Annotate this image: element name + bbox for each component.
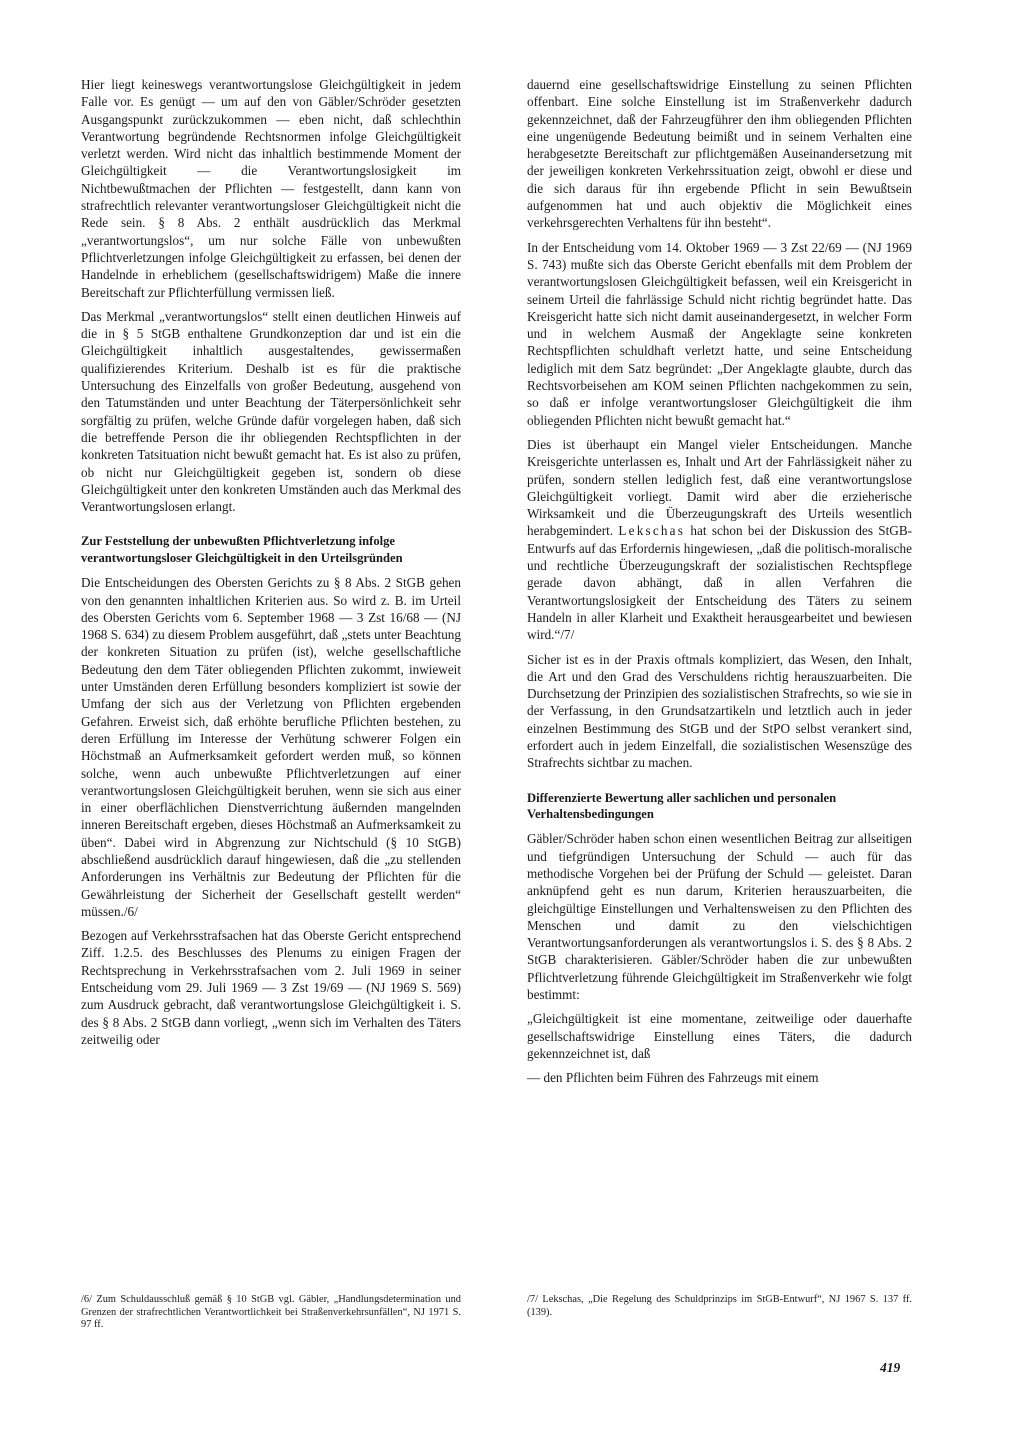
paragraph: Bezogen auf Verkehrsstrafsachen hat das Oberste Gericht entsprechend Ziff. 1.2.5. des Beschlusses des Plenums zu einigen Fragen der Rechtsprechung in Verkehrsstrafsachen vom 2. Juli 1969 in seiner Entscheidung vom 29. Juli 1969 — 3 Zst 19/69 — (NJ 1969 S. 569) zum Ausdruck gebracht, daß verantwortungslose Gleichgültigkeit i. S. des § 8 Abs. 2 StGB dann vorliegt, „wenn sich im Verhalten des Täters zeitweilig oder: [81, 928, 461, 1047]
footnote-6: /6/ Zum Schuldausschluß gemäß § 10 StGB vgl. Gäbler, „Handlungsdetermination und Grenzen der strafrechtlichen Verantwortlichkeit bei Straßenverkehrsunfällen“, NJ 1971 S. 97 ff.: [81, 1294, 461, 1331]
paragraph: — den Pflichten beim Führen des Fahrzeugs mit einem: [527, 1070, 819, 1086]
page-number: 419: [880, 1360, 901, 1375]
right-column: [527, 76, 912, 1094]
paragraph: Das Merkmal „verantwortungslos“ stellt einen deutlichen Hinweis auf die in § 5 StGB enthaltene Grundkonzeption dar und ist ein die Gleichgültigkeit inhaltlich ausgestaltendes, gewissermaßen qualifizierendes Kriterium. Deshalb ist es für die praktische Untersuchung des Einzelfalls von großer Bedeutung, ausgehend von den Tatumständen und unter Beachtung der Täterpersönlichkeit sehr sorgfältig zu prüfen, welche Gründe dafür vorgelegen haben, daß sich die betreffende Person die ihr obliegenden Rechtspflichten in der konkreten Tatsituation nicht bewußt gemacht hat. Es ist also zu prüfen, ob nicht nur Gleichgültigkeit gegeben ist, sondern ob diese Gleichgültigkeit unter den konkreten Umständen auch das Merkmal des Verantwortungslosen erlangt.: [81, 308, 461, 515]
paragraph-text: hat schon bei der Diskussion des StGB-Entwurfs auf das Erfordernis hingewiesen, „daß die politisch-moralische und rechtliche Überzeugungskraft der sozialistischen Rechtspflege gerade davon abhängt, daß in allen Verfahren die Verantwortungslosigkeit der Entscheidung des Täters zu seinem Handeln in aller Klarheit und Exaktheit herausgearbeitet und bewiesen wird.“/7/: [527, 523, 913, 643]
paragraph: Die Entscheidungen des Obersten Gerichts zu § 8 Abs. 2 StGB gehen von den genannten inhaltlichen Kriterien aus. So wird z. B. im Urteil des Obersten Gerichts vom 6. September 1968 — 3 Zst 16/68 — (NJ 1968 S. 634) zu diesem Problem ausgeführt, daß „stets unter Beachtung der konkreten Situation zu prüfen (ist), welche gesellschaftliche Bedeutung den dem Täter obliegenden Pflichten zukommt, inwieweit unter Umständen deren Erfüllung besonders kompliziert ist sowie der Umfang der sich aus der Verletzung von Pflichten ergebenden Gefahren. Erweist sich, daß erhöhte berufliche Pflichten bestehen, zu deren Erfüllung im Interesse der Verhütung schwerer Folgen ein Höchstmaß an Aufmerksamkeit gefordert werden muß, so können solche, wenn auch unbewußte Pflichtverletzungen auf einer verantwortungslosen Gleichgültigkeit beruhen, wenn sie sich aus einer in einer oberflächlichen Dienstverrichtung äußernden mangelnden inneren Bereitschaft ergeben, dieses Höchstmaß an Aufmerksamkeit zu üben“. Dabei wird in Abgrenzung zur Nichtschuld (§ 10 StGB) abschließend ausdrücklich darauf hingewiesen, daß die „zu stellenden Anforderungen ins Verhältnis zur Bedeutung der Pflichten für die Gewährleistung der Sicherheit der Gesellschaft gestellt werden“ müssen./6/: [81, 575, 461, 919]
left-column: [81, 76, 461, 1055]
paragraph: [527, 436, 912, 644]
paragraph-text: Dies ist überhaupt ein Mangel vieler Entscheidungen. Manche Kreisgerichte unterlassen es, Inhalt und Art der Fahrlässigkeit näher zu prüfen, sondern stellen lediglich fest, daß eine verantwortungslose Gleichgültigkeit vorliegt. Damit wird aber die erzieherische Wirksamkeit und die Überzeugungskraft des Urteils wesentlich herabgemindert.: [527, 436, 912, 539]
paragraph: Gäbler/Schröder haben schon einen wesentlichen Beitrag zur allseitigen und tiefgründigen Untersuchung der Schuld — auch für das methodische Vorgehen bei der Prüfung der Schuld — geleistet. Daran anknüpfend geht es nun darum, Kriterien herauszuarbeiten, die gleichgültige Einstellungen und Verhaltensweisen zu den Pflichten des Menschen und damit zu den vielschichtigen Verantwortungsanforderungen als verantwortungslos i. S. des § 8 Abs. 2 StGB charakterisieren. Gäbler/Schröder haben die zur unbewußten Pflichtverletzung führende Gleichgültigkeit im Straßenverkehr wie folgt bestimmt:: [527, 831, 912, 1003]
paragraph: dauernd eine gesellschaftswidrige Einstellung zu seinen Pflichten offenbart. Eine solche Einstellung ist im Straßenverkehr dadurch gekennzeichnet, daß der Fahrzeugführer den ihm obliegenden Pflichten eine ungenügende Bedeutung beimißt und in seinem Verhalten eine herabgesetzte Bereitschaft zur pflichtgemäßen Auseinandersetzung mit der jeweiligen konkreten Verkehrssituation zeigt, obwohl er diese und die sich daraus für ihn ergebende Pflicht in sein Bewußtsein aufgenommen hat und auch objektiv die Möglichkeit eines verkehrsgerechten Verhaltens für ihn besteht“.: [527, 77, 912, 231]
paragraph: Hier liegt keineswegs verantwortungslose Gleichgültigkeit in jedem Falle vor. Es genügt — um auf den von Gäbler/Schröder gesetzten Ausgangspunkt zurückzukommen — eben nicht, daß schlechthin Verantwortung begründende Rechtsnormen infolge Gleichgültigkeit verletzt werden. Wird nicht das inhaltlich bestimmende Moment der Gleichgültigkeit — die Verantwortungslosigkeit im Nichtbewußtmachen der Pflichten — festgestellt, dann kann von strafrechtlich relevanter verantwortungsloser Gleichgültigkeit nicht die Rede sein. § 8 Abs. 2 enthält ausdrücklich das Merkmal „verantwortungslos“, um nur solche Fälle von unbewußten Pflichtverletzungen infolge Gleichgültigkeit zu erfassen, bei denen der Handelnde in erheblichem (gesellschaftswidrigem) Maße die innere Bereitschaft zur Pflichterfüllung vermissen ließ.: [81, 77, 461, 300]
paragraph: In der Entscheidung vom 14. Oktober 1969 — 3 Zst 22/69 — (NJ 1969 S. 743) mußte sich das Oberste Gericht ebenfalls mit dem Problem der verantwortungslosen Gleichgültigkeit befassen, weil ein Kreisgericht in seinem Urteil die fahrlässige Schuld nicht richtig begründet hatte. Das Kreisgericht hatte sich nicht damit auseinandergesetzt, in welcher Form und in welchem Ausmaß der Angeklagte seine konkreten Rechtspflichten schuldhaft verletzt hatte, und seine Entscheidung lediglich mit dem Satz begründet: „Der Angeklagte glaubte, durch das Rechtsvorbeisehen am KOM seinen Pflichten nachgekommen zu sein, so daß er infolge verantwortungsloser Gleichgültigkeit die ihm obliegenden Pflichten nicht bewußt gemacht hat.“: [527, 239, 912, 428]
section-heading: Zur Feststellung der unbewußten Pflichtverletzung infolge verantwortungsloser Gleichgültigkeit in den Urteilsgründen: [81, 534, 403, 565]
footnote-7: /7/ Lekschas, „Die Regelung des Schuldprinzips im StGB-Entwurf“, NJ 1967 S. 137 ff. (139).: [527, 1294, 912, 1318]
paragraph: Sicher ist es in der Praxis oftmals kompliziert, das Wesen, den Inhalt, die Art und den Grad des Verschuldens richtig herauszuarbeiten. Die Durchsetzung der Prinzipien des sozialistischen Strafrechts, so wie sie in der Verfassung, in den Grundsatzartikeln und letztlich auch in jeder einzelnen Bestimmung des StGB und der StPO selbst verankert sind, erfordert auch in jedem Einzelfall, die sozialistischen Wesenszüge des Strafrechts sichtbar zu machen.: [527, 651, 912, 771]
author-name: Lekschas: [618, 523, 686, 539]
paragraph: „Gleichgültigkeit ist eine momentane, zeitweilige oder dauerhafte gesellschaftswidrige Einstellung eines Täters, die dadurch gekennzeichnet ist, daß: [527, 1011, 912, 1061]
section-heading: Differenzierte Bewertung aller sachlichen und personalen Verhaltensbedingungen: [527, 790, 837, 821]
